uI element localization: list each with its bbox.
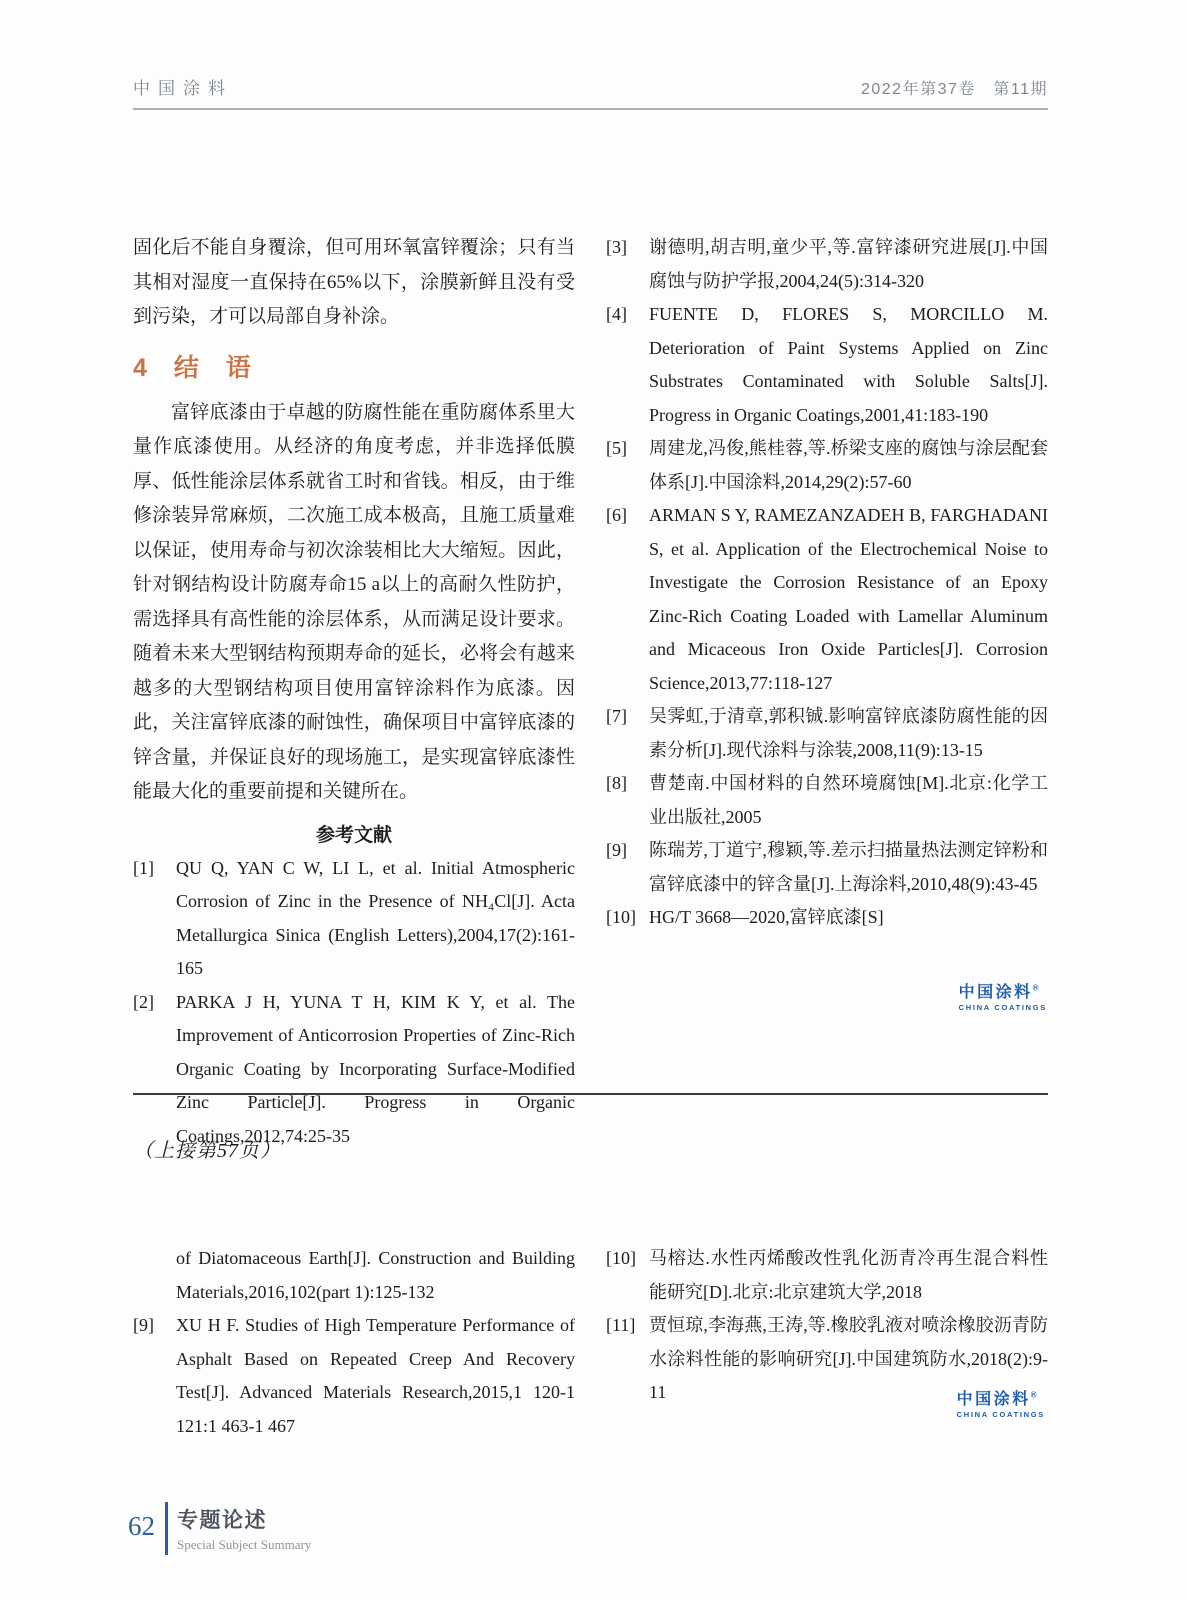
reference-number: [5] [606,438,627,458]
reference-number [133,1242,176,1309]
reference-text: 周建龙,冯俊,熊桂蓉,等.桥梁支座的腐蚀与涂层配套体系[J].中国涂料,2014,29(2):57-60 [649,438,1048,492]
china-coatings-logo [959,984,1047,1012]
logo-english-name: CHINA COATINGS [958,1002,1047,1012]
column-subtitle: Special Subject Summary [177,1537,312,1552]
references-list-right [606,231,1048,935]
conclusion-paragraph: 富锌底漆由于卓越的防腐性能在重防腐体系里大量作底漆使用。从经济的角度考虑，并非选择低膜厚、低性能涂层体系就省工时和省钱。相反，由于维修涂装异常麻烦，二次施工成本极高，且施工质量难以保证，使用寿命与初次涂装相比大大缩短。因此，针对钢结构设计防腐寿命15 a以上的高耐久性防护，需选择具有高性能的涂层体系，从而满足设计要求。随着未来大型钢结构预期寿命的延长，必将会有越来越多的大型钢结构项目使用富锌涂料作为底漆。因此，关注富锌底漆的耐蚀性，确保项目中富锌底漆的锌含量，并保证良好的现场施工，是实现富锌底漆性能最大化的重要前提和关键所在。 [133,401,575,802]
reference-item [606,432,1048,499]
page-header [133,74,1048,110]
continued-left-column [133,1242,575,1443]
logo-cn-text: 中国涂料 [958,984,1033,1001]
reference-item [606,231,1048,298]
reference-text: 贾恒琼,李海燕,王涛,等.橡胶乳液对喷涂橡胶沥青防水涂料性能的影响研究[J].中国建筑防水,2018(2):9-11 [649,1315,1048,1402]
reference-text: XU H F. Studies of High Temperature Performance of Asphalt Based on Repeated Creep And Recovery Test[J]. Advanced Materials Research,2015,1 120-1 121:1 463-1 467 [176,1315,575,1436]
reference-text: 曹楚南.中国材料的自然环境腐蚀[M].北京:化学工业出版社,2005 [649,773,1048,827]
reference-text: 马榕达.水性丙烯酸改性乳化沥青冷再生混合料性能研究[D].北京:北京建筑大学,2018 [649,1248,1048,1302]
logo-english-name: CHINA COATINGS [956,1409,1045,1419]
logo-chinese-name [957,1391,1045,1409]
references-list-left [133,852,575,1154]
reference-number: [6] [606,505,627,525]
logo-cn-text: 中国涂料 [956,1391,1031,1408]
registered-mark: ® [1030,1390,1037,1400]
reference-item [133,852,575,986]
page-number: 62 [128,1511,155,1541]
reference-text: PARKA J H, YUNA T H, KIM K Y, et al. The Improvement of Anticorrosion Properties of Zinc-Rich Organic Coating by Incorporating Surface-Modified Zinc Particle[J]. Progress in Organic Coatings,2012,74:25-35 [176,991,575,1146]
reference-text: FUENTE D, FLORES S, MORCILLO M. Deterioration of Paint Systems Applied on Zinc Substrates Contaminated with Soluble Salts[J]. Progress in Organic Coatings,2001,41:183-190 [649,304,1048,425]
reference-item [133,1242,575,1309]
reference-item [133,1309,575,1443]
reference-number: [9] [133,1315,154,1335]
reference-number: [2] [133,991,154,1012]
reference-text: of Diatomaceous Earth[J]. Construction and Building Materials,2016,102(part 1):125-132 [176,1248,575,1302]
reference-text: 陈瑞芳,丁道宁,穆颖,等.差示扫描量热法测定锌粉和富锌底漆中的锌含量[J].上海涂料,2010,48(9):43-45 [649,840,1048,894]
issue-info: 2022年第37卷 第11期 [860,81,1048,98]
continued-references-right [606,1242,1048,1410]
section-heading: 4 结 语 [133,353,252,382]
reference-number: [10] [606,1248,636,1268]
continued-article-body [133,1242,1048,1443]
reference-number: [3] [606,237,627,257]
reference-number: [10] [606,907,636,927]
registered-mark: ® [1032,983,1039,993]
reference-number: [9] [606,840,627,860]
reference-text: HG/T 3668—2020,富锌底漆[S] [649,907,884,927]
continued-from-note: （上接第57页） [133,1140,281,1162]
reference-item [606,901,1048,935]
article-body [133,231,1048,1153]
intro-paragraph: 固化后不能自身覆涂，但可用环氧富锌覆涂；只有当其相对湿度一直保持在65%以下，涂膜新鲜且没有受到污染，才可以局部自身补涂。 [133,237,575,327]
logo-chinese-name [959,984,1047,1002]
reference-number: [1] [133,857,154,878]
column-info [177,1502,311,1555]
reference-item [606,1242,1048,1309]
reference-text: 吴霁虹,于清章,郭积铖.影响富锌底漆防腐性能的因素分析[J].现代涂料与涂装,2008,11(9):13-15 [649,706,1048,760]
journal-name: 中国涂料 [133,79,233,98]
reference-item [606,834,1048,901]
reference-number: [8] [606,773,627,793]
reference-item [606,767,1048,834]
references-heading: 参考文献 [315,824,392,846]
reference-number: [11] [606,1315,636,1335]
china-coatings-logo [957,1391,1045,1419]
section-divider [133,1093,1048,1095]
reference-item [606,499,1048,700]
left-column [133,231,575,1153]
reference-item [606,298,1048,432]
column-title: 专题论述 [177,1509,267,1532]
reference-text: 谢德明,胡吉明,童少平,等.富锌漆研究进展[J].中国腐蚀与防护学报,2004,24(5):314-320 [649,237,1048,291]
page-footer [128,1502,311,1555]
reference-text: ARMAN S Y, RAMEZANZADEH B, FARGHADANI S, et al. Application of the Electrochemical Noise to Investigate the Corrosion Resistance of an Epoxy Zinc-Rich Coating Loaded with Lamellar Aluminum and Micaceous Iron Oxide Particles[J]. Corrosion Science,2013,77:118-127 [649,505,1048,693]
reference-number: [7] [606,706,627,726]
reference-number: [4] [606,304,627,324]
reference-item [133,986,575,1154]
continued-references-left [133,1242,575,1443]
reference-text: QU Q, YAN C W, LI L, et al. Initial Atmospheric Corrosion of Zinc in the Presence of NH₄Cl[J]. Acta Metallurgica Sinica (English Letters),2004,17(2):161-165 [176,857,575,978]
reference-item [606,700,1048,767]
footer-divider-bar [165,1502,168,1555]
right-column [606,231,1048,1153]
